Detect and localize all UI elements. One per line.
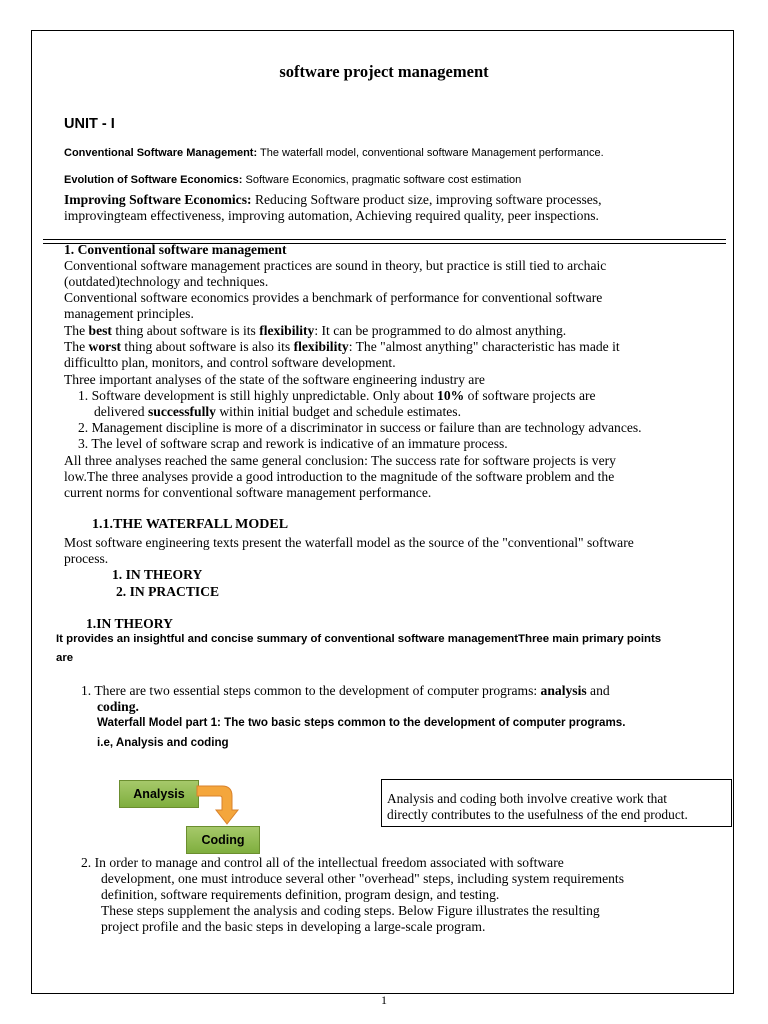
waterfall-heading: 1.1.THE WATERFALL MODEL bbox=[92, 517, 289, 532]
bold-run: successfully bbox=[147, 404, 216, 419]
paragraph-line: Conventional software economics provides a benchmark of performance for conventional software bbox=[64, 290, 603, 305]
syllabus-head-1: Conventional Software Management: bbox=[64, 147, 258, 159]
bold-run: flexibility bbox=[293, 339, 349, 354]
text-run: 1. Software development is still highly unpredictable. Only about bbox=[78, 388, 438, 403]
note-line-2: directly contributes to the usefulness of the end product. bbox=[387, 807, 688, 822]
paragraph-line: These steps supplement the analysis and coding steps. Below Figure illustrates the resulting bbox=[101, 903, 600, 918]
theory-point-1 bbox=[81, 683, 610, 699]
bold-run: 10% bbox=[437, 388, 465, 403]
paragraph-line: All three analyses reached the same general conclusion: The success rate for software projects is very bbox=[64, 453, 616, 468]
section-heading: 1. Conventional software management bbox=[64, 242, 287, 257]
text-run: The bbox=[64, 339, 89, 354]
theory-point-2: 2. In order to manage and control all of the intellectual freedom associated with software bbox=[81, 855, 564, 870]
divider-top bbox=[43, 239, 726, 240]
text-run: thing about software is also its bbox=[121, 339, 294, 354]
improving-line-2: improvingteam effectiveness, improving automation, Achieving required quality, peer inspections. bbox=[64, 208, 599, 223]
paragraph-line: (outdated)technology and techniques. bbox=[64, 274, 269, 289]
improving-line-1 bbox=[64, 192, 602, 208]
text-run: thing about software is its bbox=[111, 323, 260, 338]
analysis-item-3: 3. The level of software scrap and rework is indicative of an immature process. bbox=[78, 436, 508, 451]
analysis-item-1 bbox=[78, 388, 596, 404]
note-line-1: Analysis and coding both involve creative work that bbox=[387, 791, 668, 806]
waterfall-part1-caption-2: i.e, Analysis and coding bbox=[97, 736, 229, 749]
paragraph-line: Most software engineering texts present the waterfall model as the source of the "conventional" software bbox=[64, 535, 634, 550]
text-run: delivered bbox=[94, 404, 148, 419]
best-line bbox=[64, 323, 566, 339]
text-run: : It can be programmed to do almost anything. bbox=[314, 323, 567, 338]
waterfall-list-item-1: 1. IN THEORY bbox=[112, 567, 203, 582]
text-run: The bbox=[64, 323, 89, 338]
improving-text-1: Reducing Software product size, improving software processes, bbox=[251, 192, 602, 207]
in-theory-heading: 1.IN THEORY bbox=[86, 616, 173, 631]
paragraph-line: development, one must introduce several other "overhead" steps, including system requirements bbox=[101, 871, 624, 886]
bold-run: analysis bbox=[540, 683, 587, 698]
theory-intro-line-2: are bbox=[56, 652, 74, 664]
paragraph-line: process. bbox=[64, 551, 109, 566]
page-number: 1 bbox=[381, 993, 387, 1007]
syllabus-line-1 bbox=[64, 147, 604, 159]
paragraph-line: low.The three analyses provide a good introduction to the magnitude of the software problem and the bbox=[64, 469, 615, 484]
paragraph-line: project profile and the basic steps in developing a large-scale program. bbox=[101, 919, 486, 934]
worst-line bbox=[64, 339, 620, 355]
bold-run: worst bbox=[88, 339, 122, 354]
page-title: software project management bbox=[279, 62, 489, 81]
unit-heading: UNIT - I bbox=[64, 116, 115, 132]
paragraph-line: Three important analyses of the state of the software engineering industry are bbox=[64, 372, 485, 387]
paragraph-line: management principles. bbox=[64, 306, 194, 321]
paragraph-line: difficultto plan, monitors, and control software development. bbox=[64, 355, 396, 370]
waterfall-list-item-2: 2. IN PRACTICE bbox=[116, 584, 220, 599]
theory-point-1-cont: coding. bbox=[97, 699, 139, 714]
analysis-box: Analysis bbox=[119, 780, 199, 808]
syllabus-head-2: Evolution of Software Economics: bbox=[64, 174, 243, 186]
text-run: within initial budget and schedule estimates. bbox=[215, 404, 461, 419]
text-run: of software projects are bbox=[464, 388, 596, 403]
text-run: and bbox=[586, 683, 610, 698]
bold-run: flexibility bbox=[259, 323, 315, 338]
analysis-item-2: 2. Management discipline is more of a discriminator in success or failure than are technology advances. bbox=[78, 420, 642, 435]
flow-arrow-icon bbox=[196, 782, 246, 828]
text-run: 1. There are two essential steps common to the development of computer programs: bbox=[81, 683, 541, 698]
syllabus-line-2 bbox=[64, 174, 521, 186]
improving-head: Improving Software Economics: bbox=[64, 192, 252, 207]
analysis-item-1-cont bbox=[94, 404, 461, 420]
paragraph-line: definition, software requirements definition, program design, and testing. bbox=[101, 887, 500, 902]
syllabus-text-2: Software Economics, pragmatic software cost estimation bbox=[242, 174, 522, 186]
bold-run: best bbox=[88, 323, 112, 338]
syllabus-text-1: The waterfall model, conventional software Management performance. bbox=[257, 147, 604, 159]
paragraph-line: current norms for conventional software management performance. bbox=[64, 485, 432, 500]
theory-intro-line-1: It provides an insightful and concise summary of conventional software managementThree main primary points bbox=[56, 633, 662, 645]
coding-box: Coding bbox=[186, 826, 260, 854]
text-run: : The "almost anything" characteristic has made it bbox=[348, 339, 620, 354]
paragraph-line: Conventional software management practices are sound in theory, but practice is still tied to archaic bbox=[64, 258, 607, 273]
waterfall-part1-caption: Waterfall Model part 1: The two basic steps common to the development of computer programs. bbox=[97, 716, 626, 729]
